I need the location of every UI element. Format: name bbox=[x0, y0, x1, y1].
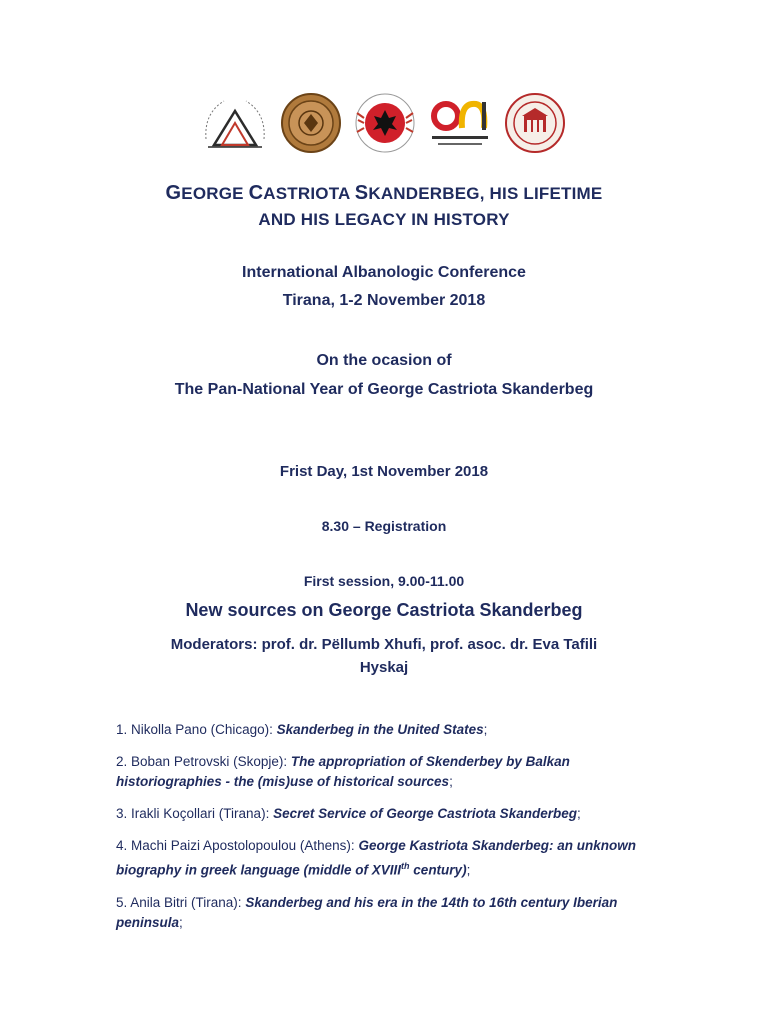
paper-title-superscript: th bbox=[401, 861, 410, 871]
paper-item bbox=[116, 804, 656, 824]
eagle-emblem-logo bbox=[354, 92, 416, 154]
university-tirana-logo bbox=[504, 92, 566, 154]
conference-place-date: Tirana, 1-2 November 2018 bbox=[282, 292, 486, 309]
conference-name: International Albanologic Conference bbox=[242, 264, 526, 281]
title-cap-g: G bbox=[165, 182, 182, 204]
paper-item bbox=[116, 752, 656, 792]
registration-time: 8.30 – Registration bbox=[321, 518, 447, 534]
paper-item bbox=[116, 893, 656, 933]
conference-title-line1 bbox=[0, 182, 768, 205]
paper-number: 3. bbox=[116, 806, 128, 821]
day-heading: Frist Day, 1st November 2018 bbox=[279, 463, 489, 480]
occasion-line2: The Pan-National Year of George Castriota Skanderbeg bbox=[174, 381, 594, 398]
paper-author: Boban Petrovski (Skopje): bbox=[131, 754, 288, 769]
institute-emblem-logo bbox=[202, 93, 268, 153]
paper-item bbox=[116, 836, 656, 881]
paper-title: The appropriation of Skenderbey by Balkan historiographies - the (mis)use of historical sources bbox=[116, 754, 570, 789]
paper-number: 2. bbox=[116, 754, 128, 769]
title-cap-c: C bbox=[248, 182, 264, 204]
paper-author: Machi Paizi Apostolopoulou (Athens): bbox=[131, 838, 355, 853]
occasion-line1: On the ocasion of bbox=[316, 352, 452, 369]
moderators-line1: Moderators: prof. dr. Pëllumb Xhufi, prof. asoc. dr. Eva Tafili bbox=[170, 636, 598, 653]
session-title: New sources on George Castriota Skanderbeg bbox=[185, 600, 583, 620]
paper-number: 4. bbox=[116, 838, 128, 853]
paper-end: ; bbox=[466, 862, 471, 878]
paper-number: 1. bbox=[116, 722, 128, 737]
academy-albanological-logo bbox=[428, 92, 492, 154]
paper-list bbox=[116, 720, 656, 945]
paper-title: Skanderbeg in the United States bbox=[276, 722, 484, 737]
title-cap-s: S bbox=[354, 182, 369, 204]
paper-end: ; bbox=[576, 806, 581, 821]
title-text-2: ASTRIOTA bbox=[263, 184, 355, 203]
paper-number: 5. bbox=[116, 894, 128, 910]
paper-title: George Kastriota Skanderbeg: an unknown biography in greek language (middle of XVIII bbox=[116, 838, 636, 878]
university-seal-logo bbox=[280, 92, 342, 154]
conference-title-line2: AND HIS LEGACY IN HISTORY bbox=[258, 210, 510, 229]
logo-row bbox=[0, 92, 768, 154]
paper-title-continued: century) bbox=[409, 862, 467, 878]
paper-author: Irakli Koçollari (Tirana): bbox=[131, 806, 270, 821]
title-text-1: EORGE bbox=[181, 184, 249, 203]
title-text-3: KANDERBEG, HIS LIFETIME bbox=[368, 184, 603, 203]
paper-end: ; bbox=[449, 774, 453, 789]
paper-title: Secret Service of George Castriota Skanderbeg bbox=[273, 806, 577, 821]
paper-title: Skanderbeg and his era in the 14th to 16th century Iberian peninsula bbox=[116, 894, 618, 930]
paper-author: Anila Bitri (Tirana): bbox=[130, 894, 242, 910]
paper-end: ; bbox=[483, 722, 488, 737]
paper-author: Nikolla Pano (Chicago): bbox=[131, 722, 273, 737]
paper-item bbox=[116, 720, 656, 740]
moderators-line2: Hyskaj bbox=[359, 659, 409, 676]
session-label: First session, 9.00-11.00 bbox=[303, 573, 465, 589]
paper-end: ; bbox=[179, 914, 183, 930]
